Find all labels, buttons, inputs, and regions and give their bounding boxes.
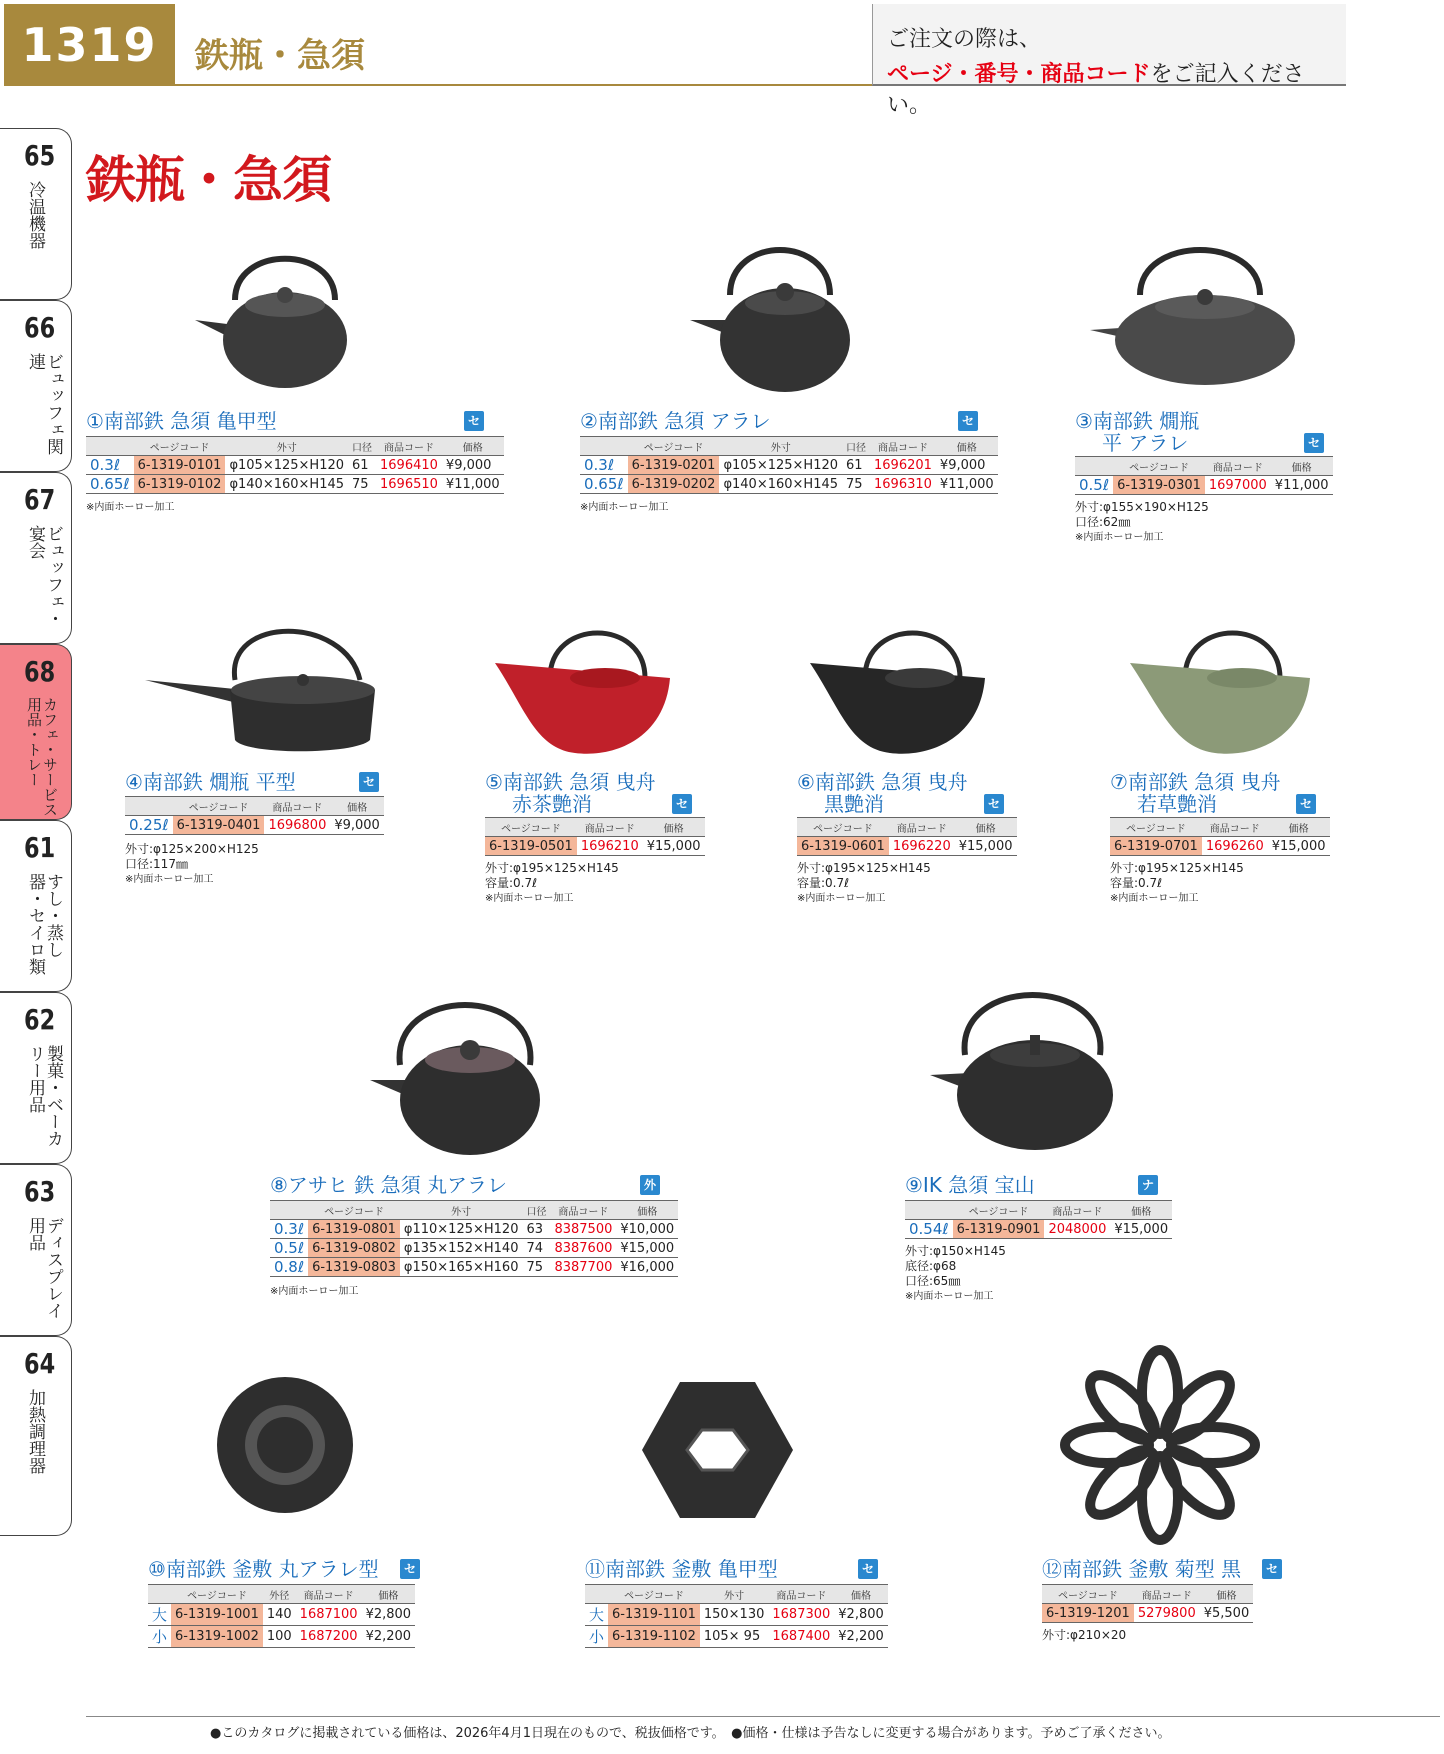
side-tab-66[interactable] — [0, 300, 72, 472]
teapot-image-2 — [690, 235, 870, 395]
vendor-badge: セ — [858, 1559, 878, 1579]
table-row: 小 6-1319-1102 105× 95 1687400 ¥2,200 — [585, 1626, 888, 1648]
tab-label: ビュッフェ・宴会 — [25, 525, 63, 627]
vendor-badge: セ — [1262, 1559, 1282, 1579]
spec-table: ページコード 商品コード 価格 0.25ℓ 6-1319-0401 1696800 ¥9,000 — [125, 796, 384, 835]
footer-note: ●このカタログに掲載されている価格は、2026年4月1日現在のもので、税抜価格です。 ●価格・仕様は予告なしに変更する場合があります。予めご了承ください。 — [210, 1726, 1171, 1741]
product-title: ④南部鉄 燗瓶 平型 — [125, 770, 296, 794]
notice-highlight: ページ・番号・商品コード — [887, 62, 1151, 87]
side-tab-62[interactable] — [0, 992, 72, 1164]
tab-label: 製菓・ベーカリー用品 — [25, 1045, 63, 1147]
main-title: 鉄瓶・急須 — [86, 151, 331, 209]
teapot-image-8 — [370, 985, 555, 1160]
table-row: 0.54ℓ 6-1319-0901 2048000 ¥15,000 — [905, 1220, 1172, 1239]
spec-table: ページコード 外寸 商品コード 価格 大 6-1319-1101 150×130 1687300 ¥2,800 小 6-1319-1102 105× 95 1687400 ¥2,200 — [585, 1584, 888, 1648]
trivet-image-12 — [1055, 1340, 1265, 1550]
product-title: ⑤南部鉄 急須 曳舟 — [485, 770, 656, 794]
notice-rest: をご記入ください。 — [887, 62, 1305, 118]
spec-table: ページコード 商品コード 価格 6-1319-0601 1696220 ¥15,000 — [797, 817, 1017, 856]
page-number: 1319 — [4, 4, 175, 86]
side-tab-61[interactable] — [0, 820, 72, 992]
product-title: ①南部鉄 急須 亀甲型 — [86, 409, 277, 433]
product-notes: 外寸:φ195×125×H145 容量:0.7ℓ ※内面ホーロー加工 — [485, 861, 619, 904]
product-title: ⑩南部鉄 釜敷 丸アラレ型 — [148, 1557, 379, 1581]
side-tab-68[interactable] — [0, 644, 72, 820]
order-notice — [872, 4, 1346, 118]
table-row: 6-1319-1201 5279800 ¥5,500 — [1042, 1604, 1253, 1623]
table-row: 0.5ℓ 6-1319-0301 1697000 ¥11,000 — [1075, 476, 1333, 495]
tab-number: 62 — [24, 1003, 56, 1036]
spec-table: ページコード 商品コード 価格 0.5ℓ 6-1319-0301 1697000 ¥11,000 — [1075, 456, 1333, 495]
footer-rule — [86, 1716, 1440, 1717]
product-notes: 外寸:φ125×200×H125 口径:117㎜ ※内面ホーロー加工 — [125, 842, 259, 885]
product-notes: ※内面ホーロー加工 — [580, 502, 669, 513]
tab-number: 65 — [24, 139, 56, 172]
vendor-badge: セ — [1296, 794, 1316, 814]
tab-number: 66 — [24, 311, 56, 344]
spec-table: ページコード 外寸 口径 商品コード 価格 0.3ℓ 6-1319-0201 φ105×125×H120 61 1696201 ¥9,000 0.65ℓ 6-1319-0202 φ140×160×H145 75 1696310 ¥11,000 — [580, 436, 998, 494]
trivet-image-11 — [640, 1380, 795, 1520]
tab-number: 68 — [24, 655, 56, 688]
table-row: 0.3ℓ 6-1319-0201 φ105×125×H120 61 1696201 ¥9,000 — [580, 456, 998, 475]
table-row: 大 6-1319-1001 140 1687100 ¥2,800 — [148, 1604, 415, 1626]
tab-label: 加熱調理器 — [25, 1389, 45, 1474]
tab-label: ビュッフェ関連 — [25, 353, 63, 455]
tab-label: 冷温機器 — [25, 181, 45, 249]
spec-table: ページコード 外径 商品コード 価格 大 6-1319-1001 140 1687100 ¥2,800 小 6-1319-1002 100 1687200 ¥2,200 — [148, 1584, 415, 1648]
vendor-badge: セ — [464, 411, 484, 431]
header-rule — [175, 84, 872, 86]
table-row: 6-1319-0501 1696210 ¥15,000 — [485, 837, 705, 856]
product-title: ⑧アサヒ 鉄 急須 丸アラレ — [270, 1173, 508, 1197]
vendor-badge: セ — [1304, 433, 1324, 453]
product-title: ③南部鉄 燗瓶 — [1075, 409, 1200, 433]
product-title: ⑪南部鉄 釜敷 亀甲型 — [585, 1557, 778, 1581]
side-tab-67[interactable] — [0, 472, 72, 644]
teapot-image-5 — [495, 618, 670, 763]
table-row: 6-1319-0601 1696220 ¥15,000 — [797, 837, 1017, 856]
product-notes: 外寸:φ150×H145 底径:φ68 口径:65㎜ ※内面ホーロー加工 — [905, 1244, 1006, 1302]
table-row: 小 6-1319-1002 100 1687200 ¥2,200 — [148, 1626, 415, 1648]
product-title: ⑫南部鉄 釜敷 菊型 黒 — [1042, 1557, 1242, 1581]
vendor-badge: セ — [400, 1559, 420, 1579]
product-notes: 外寸:φ210×20 — [1042, 1628, 1127, 1642]
tab-label: カフェ・サービス用品・トレー — [25, 697, 59, 817]
product-subtitle: 若草艶消 — [1137, 792, 1217, 816]
product-title: ②南部鉄 急須 アラレ — [580, 409, 771, 433]
spec-table: ページコード 外寸 口径 商品コード 価格 0.3ℓ 6-1319-0801 φ110×125×H120 63 8387500 ¥10,000 0.5ℓ 6-1319-0802 φ135×152×H140 74 8387600 ¥15,000 0.8ℓ 6-1319-0803 φ150×165×H160 75 8387700 ¥16,000 — [270, 1200, 678, 1277]
tab-number: 67 — [24, 483, 56, 516]
tab-number: 64 — [24, 1347, 56, 1380]
table-row: 0.65ℓ 6-1319-0102 φ140×160×H145 75 1696510 ¥11,000 — [86, 475, 504, 494]
side-tab-63[interactable] — [0, 1164, 72, 1336]
vendor-badge: 外 — [640, 1175, 660, 1195]
teapot-image-7 — [1130, 618, 1310, 763]
product-title: ⑥南部鉄 急須 曳舟 — [797, 770, 968, 794]
product-notes: ※内面ホーロー加工 — [270, 1286, 359, 1297]
table-row: 0.3ℓ 6-1319-0801 φ110×125×H120 63 8387500 ¥10,000 — [270, 1220, 678, 1239]
vendor-badge: ナ — [1138, 1175, 1158, 1195]
table-row: 0.3ℓ 6-1319-0101 φ105×125×H120 61 1696410 ¥9,000 — [86, 456, 504, 475]
product-notes: 外寸:φ195×125×H145 容量:0.7ℓ ※内面ホーロー加工 — [1110, 861, 1244, 904]
notice-line1: ご注文の際は、 — [887, 27, 1042, 52]
teapot-image-9 — [930, 975, 1125, 1160]
table-row: 6-1319-0701 1696260 ¥15,000 — [1110, 837, 1330, 856]
product-notes: 外寸:φ155×190×H125 口径:62㎜ ※内面ホーロー加工 — [1075, 500, 1209, 543]
vendor-badge: セ — [672, 794, 692, 814]
side-tab-64[interactable] — [0, 1336, 72, 1536]
tab-number: 63 — [24, 1175, 56, 1208]
product-title: ⑦南部鉄 急須 曳舟 — [1110, 770, 1281, 794]
table-row: 0.65ℓ 6-1319-0202 φ140×160×H145 75 1696310 ¥11,000 — [580, 475, 998, 494]
notice-line2 — [887, 57, 1346, 119]
spec-table: ページコード 商品コード 価格 0.54ℓ 6-1319-0901 2048000 ¥15,000 — [905, 1200, 1172, 1239]
trivet-image-10 — [215, 1375, 355, 1515]
teapot-image-6 — [810, 618, 985, 763]
spec-table: ページコード 商品コード 価格 6-1319-1201 5279800 ¥5,500 — [1042, 1584, 1253, 1623]
product-title: ⑨IK 急須 宝山 — [905, 1173, 1035, 1197]
vendor-badge: セ — [984, 794, 1004, 814]
side-tab-65[interactable] — [0, 128, 72, 300]
table-row: 0.5ℓ 6-1319-0802 φ135×152×H140 74 8387600 ¥15,000 — [270, 1239, 678, 1258]
table-row: 0.8ℓ 6-1319-0803 φ150×165×H160 75 8387700 ¥16,000 — [270, 1258, 678, 1277]
product-subtitle: 平 アラレ — [1102, 431, 1189, 455]
product-subtitle: 黒艶消 — [824, 792, 884, 816]
tab-label: すし・蒸し器・セイロ類 — [25, 873, 63, 975]
vendor-badge: セ — [958, 411, 978, 431]
table-row: 0.25ℓ 6-1319-0401 1696800 ¥9,000 — [125, 816, 384, 835]
product-notes: ※内面ホーロー加工 — [86, 502, 175, 513]
tab-label: ディスプレイ用品 — [25, 1217, 63, 1319]
spec-table: ページコード 商品コード 価格 6-1319-0501 1696210 ¥15,000 — [485, 817, 705, 856]
spec-table: ページコード 外寸 口径 商品コード 価格 0.3ℓ 6-1319-0101 φ105×125×H120 61 1696410 ¥9,000 0.65ℓ 6-1319-0102 φ140×160×H145 75 1696510 ¥11,000 — [86, 436, 504, 494]
teapot-image-1 — [195, 240, 375, 390]
vendor-badge: セ — [359, 772, 379, 792]
spec-table: ページコード 商品コード 価格 6-1319-0701 1696260 ¥15,000 — [1110, 817, 1330, 856]
header-title: 鉄瓶・急須 — [195, 36, 365, 76]
tab-number: 61 — [24, 831, 56, 864]
table-row: 大 6-1319-1101 150×130 1687300 ¥2,800 — [585, 1604, 888, 1626]
product-notes: 外寸:φ195×125×H145 容量:0.7ℓ ※内面ホーロー加工 — [797, 861, 931, 904]
teapot-image-3 — [1090, 235, 1300, 395]
product-subtitle: 赤茶艶消 — [512, 792, 592, 816]
teapot-image-4 — [145, 610, 405, 760]
